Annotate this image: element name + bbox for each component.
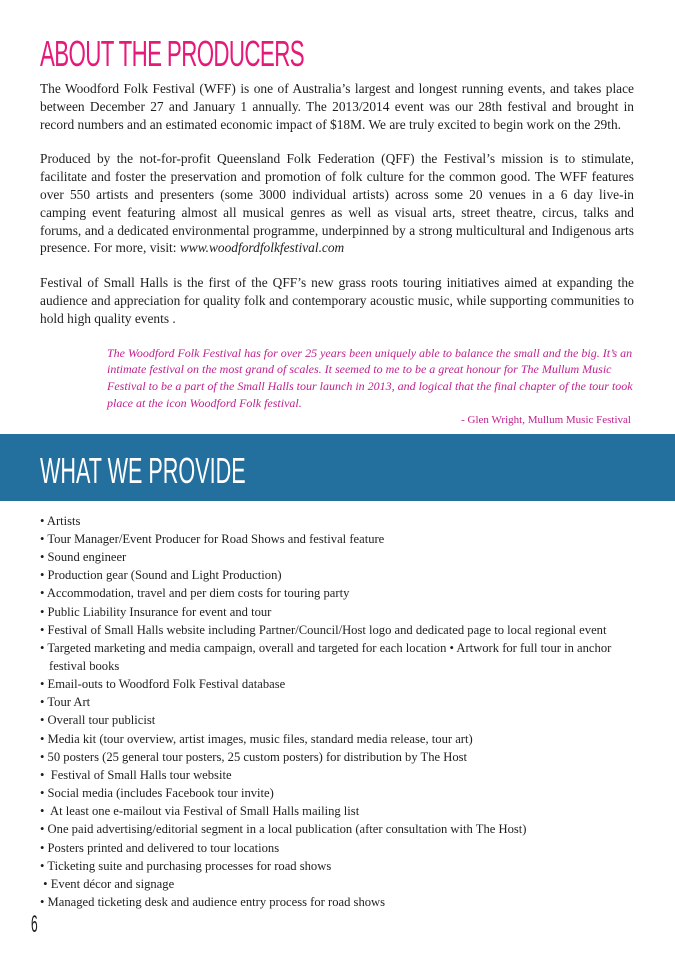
list-item: • Public Liability Insurance for event and tour: [40, 604, 272, 619]
list-item: • Production gear (Sound and Light Production): [40, 568, 282, 583]
list-item: • One paid advertising/editorial segment in a local publication (after consultation with The Host): [40, 822, 527, 837]
list-item: • Festival of Small Halls tour website: [40, 767, 232, 782]
list-item: • Media kit (tour overview, artist images, music files, standard media release, tour art): [40, 731, 473, 746]
list-item: • Social media (includes Facebook tour invite): [40, 786, 274, 801]
what-we-provide-heading: WHAT WE PROVIDE: [40, 449, 246, 491]
about-producers-heading: ABOUT THE PRODUCERS: [40, 33, 304, 74]
list-item: • Event décor and signage: [40, 876, 175, 891]
list-item: • Artists: [40, 513, 81, 528]
page-number: 6: [31, 911, 38, 939]
what-we-provide-banner: [0, 434, 675, 501]
provide-list: [40, 512, 650, 911]
about-paragraph-1: The Woodford Folk Festival (WFF) is one of Australia’s largest and longest running events, and takes place between December 27 and January 1 annually. The 2013/2014 event was our 28th festival and brought in record numbers and an estimated economic impact of $18M. We are truly excited to begin work on the 29th.: [40, 81, 634, 132]
list-item: • Ticketing suite and purchasing processes for road shows: [40, 858, 332, 873]
testimonial: [107, 345, 642, 428]
about-paragraph-2: [40, 150, 634, 257]
list-item: • Email-outs to Woodford Folk Festival database: [40, 677, 286, 692]
testimonial-quote: The Woodford Folk Festival has for over 25 years been uniquely able to balance the small and the big. It’s an intimate festival on the most grand of scales. It seemed to me to be a great honour for The Mullum Music Festival to be a part of the Small Halls tour launch in 2013, and logical that the final chapter of the tour took place at the icon Woodford Folk festival.: [107, 345, 633, 410]
list-item: • Targeted marketing and media campaign, overall and targeted for each location • Artwork for full tour in anchor festival books: [40, 640, 612, 673]
about-paragraph-2-text: Produced by the not-for-profit Queensland Folk Federation (QFF) the Festival’s mission is to stimulate, facilitate and foster the preservation and promotion of folk culture for the common good. The WFF features over 550 artists and presenters (some 3000 individual artists) across some 20 venues in a 6 day live-in camping event featuring almost all musical genres as well as visual arts, street theatre, circus, talks and forums, and a dedicated environmental programme, underpinned by a strong multicultural and Indigenous arts presence. For more, visit:: [40, 151, 634, 256]
list-item: • Festival of Small Halls website including Partner/Council/Host logo and dedicated page to local regional event: [40, 622, 607, 637]
list-item: • Managed ticketing desk and audience entry process for road shows: [40, 895, 386, 910]
list-item: • Accommodation, travel and per diem costs for touring party: [40, 586, 350, 601]
list-item: • Sound engineer: [40, 550, 127, 565]
page-footer: [0, 911, 675, 951]
website-link[interactable]: www.woodfordfolkfestival.com: [179, 240, 345, 256]
list-item: • At least one e-mailout via Festival of Small Halls mailing list: [40, 804, 360, 819]
list-item: • Overall tour publicist: [40, 713, 156, 728]
about-paragraph-3: Festival of Small Halls is the first of the QFF’s new grass roots touring initiatives aimed at expanding the audience and appreciation for quality folk and contemporary acoustic music, while supporting communities to hold high quality events .: [40, 275, 634, 326]
list-item: • Posters printed and delivered to tour locations: [40, 840, 280, 855]
list-item: • 50 posters (25 general tour posters, 25 custom posters) for distribution by The Host: [40, 749, 468, 764]
list-item: • Tour Manager/Event Producer for Road Shows and festival feature: [40, 531, 385, 546]
list-item: • Tour Art: [40, 695, 91, 710]
quote-attribution: - Glen Wright, Mullum Music Festival: [461, 413, 631, 426]
